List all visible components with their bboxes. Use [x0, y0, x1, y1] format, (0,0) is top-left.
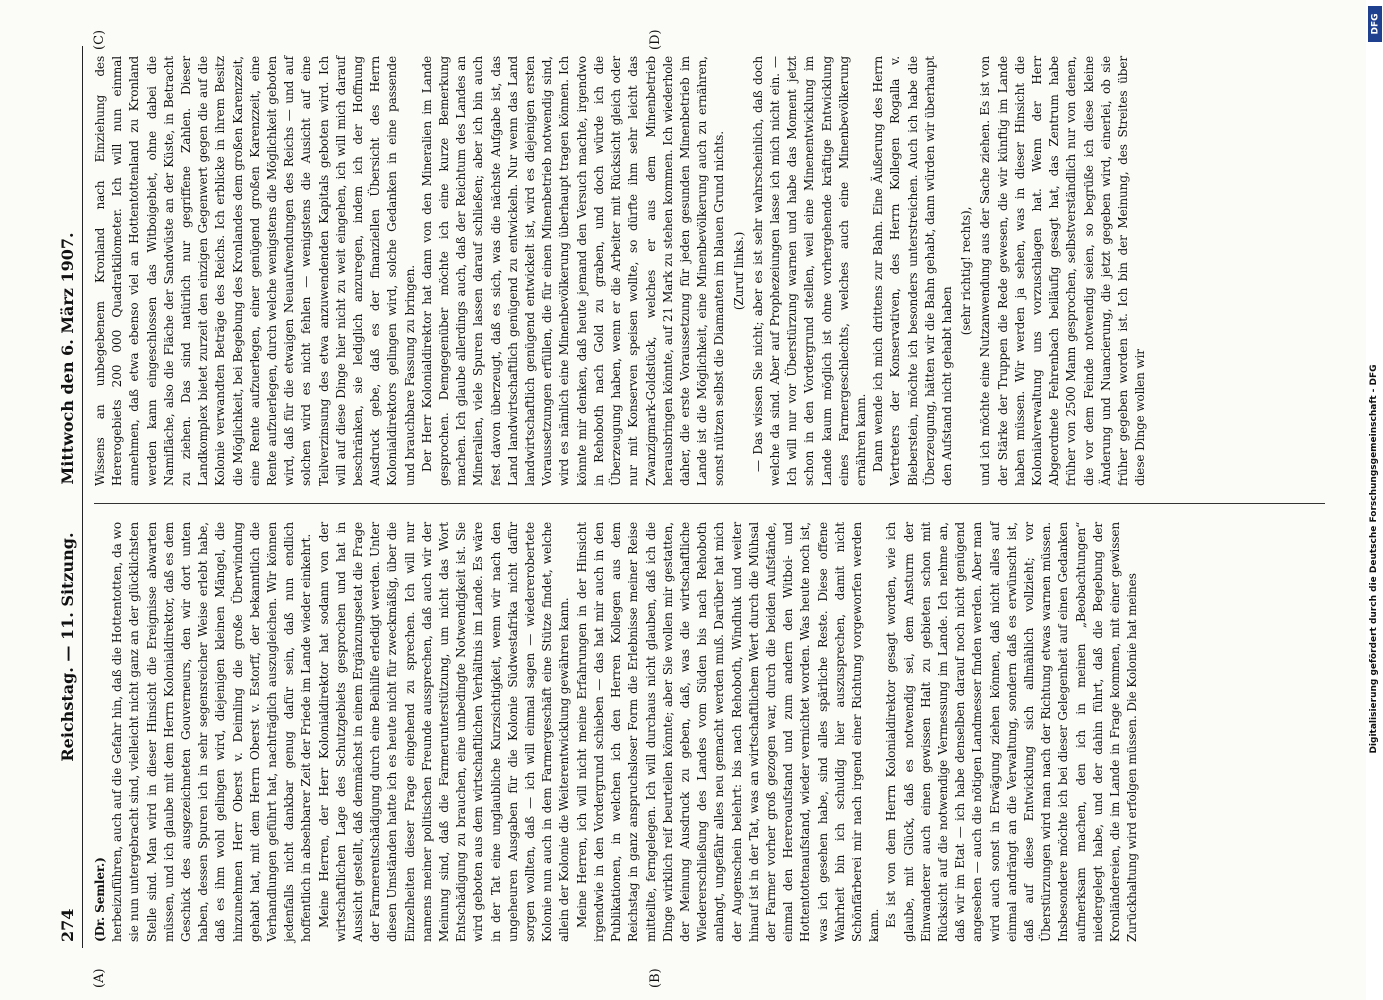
dfg-logo-text: DFG — [1370, 13, 1381, 35]
right-paragraph-5: und ich möchte eine Nutzanwendung aus der Sache ziehen. Es ist von der Stärke der Truppen die Rede gewesen, die wir künftig im Lande haben müssen. Wir werden ja sehen, was in dieser Hinsicht die Kolonialverwaltung uns vorzuschlagen hat. Wenn der Herr Abgeordnete Fehrenbach beiläufig gesagt hat, das Zentrum habe früher von 2500 Mann gesprochen, selbstverständlich nur von denen, die vor dem Feinde notwendig seien, so begrüße ich diese kleine Änderung und Nuancierung, die jetzt gegeben wird, einerlei, ob sie früher gegeben worden ist. Ich bin der Meinung, des Streites über diese Dinge wollen wir — [978, 56, 1148, 486]
margin-marker-c: (C) — [92, 29, 107, 50]
left-paragraph-4: Es ist von dem Herrn Kolonialdirektor gesagt worden, wie ich glaube, mit Glück, daß es notwendig sei, dem Ansturm der Einwanderer auch einen gewissen Halt zu gebieten schon mit Rücksicht auf die notwendige Vermessung im Lande. Ich nehme an, daß wir im Etat — ich habe denselben darauf noch nicht genügend angesehen — auch die nötigen Landmesser finden werden. Aber man wird auch sonst in Erwägung ziehen können, daß nicht alles auf einmal andrängt an die Verwaltung, sondern daß es erwünscht ist, daß auf diese Entwicklung sich allmählich vollzieht; vor Überstürzungen wird man nach der Richtung etwas warnen müssen. Insbesondere möchte ich bei dieser Gelegenheit auf einen Gedanken aufmerksam machen, den ich in meinen „Beobachtungen“ niedergelegt habe, und der dahin führt, daß die Begebung der Kronländereien, die im Lande in Frage kommen, mit einer gewissen Zurückhaltung wird erfolgen müssen. Die Kolonie hat meines — [884, 522, 1140, 942]
funding-credit-text: Digitalisierung gefördert durch die Deutsche Forschungsgemeinschaft - DFG — [1369, 364, 1379, 754]
dfg-logo — [1368, 6, 1382, 42]
right-paragraph-1: Wissens an unbegebenem Kronland nach Einziehung des Hererogebiets 200 000 Quadratkilometer. Ich will nun einmal annehmen, daß etwa ebenso viel an Hottentottenland zu Kronland werden kann eingeschlossen das Witboigebiet, ohne dabei die Namifläche, also die Fläche der Sandwüste an der Küste, in Betracht zu ziehen. Das sind natürlich nur gegriffene Zahlen. Dieser Landkomplex bietet zurzeit den einzigen Gegenwert gegen die auf die Kolonie verwandten Beträge des Reichs. Ich erblicke in ihrem Besitz die Möglichkeit, bei Begebung des Kronlandes dem großen Karenzzeit, eine Rente aufzuerlegen, einer genügend großen Karenzzeit, eine Rente aufzuerlegen, durch welche wenigstens die Möglichkeit geboten wird, daß für die etwaigen Neuaufwendungen des Reichs — und auf solchen wird es nicht fehlen — wenigstens die Ausicht auf eine Teilverzinsung des etwa anzuwendenden Kapitals geboten wird. Ich will auf diese Dinge hier nicht zu weit eingehen, ich will mich darauf beschränken, sie lediglich anzuregen, indem ich der Hoffnung Ausdruck gebe, daß es der finanziellen Übersicht des Herrn Kolonialdirektors gelingen wird, solche Gedanken in eine passende und brauchbare Fassung zu bringen. — [93, 56, 417, 486]
header-left-title: Reichstag. — 11. Sitzung. — [58, 532, 77, 762]
right-paragraph-2: Der Herr Kolonialdirektor hat dann von den Mineralien im Lande gesprochen. Demgegenüber möchte ich eine kurze Bemerkung machen. Ich glaube allerdings auch, daß der Reichtum des Landes an Mineralien, viele Spuren lassen darauf schließen; aber ich bin auch fest davon überzeugt, daß es sich, was die nächste Aufgabe ist, das Land landwirtschaftlich genügend zu entwickeln. Nur wenn das Land landwirtschaftlich genügend entwickelt ist, wird es diejenigen ersten Voraussetzungen erfüllen, die für einen Minenbetrieb notwendig sind, wird es nämlich eine Minenbevölkerung überhaupt tragen können. Ich könnte mir denken, daß heute jemand den Versuch machte, irgendwo in Rehoboth nach Gold zu graben, und doch würde ich die Überzeugung haben, wenn er die Arbeiter mit Rücksicht gleich oder nur mit Konserven speisen wollte, so dürfte ihm sehr leicht das Zwanzigmark-Goldstück, welches er aus dem Minenbetrieb herausbringen könnte, auf 21 Mark zu stehen kommen. Ich wiederhole daher, die erste Voraussetzung für jeden gesunden Minenbetrieb im Lande ist die Möglichkeit, eine Minenbevölkerung auch zu ernähren, sonst nützen selbst die Diamanten im blauen Grund nichts. — [419, 56, 727, 486]
margin-marker-a: (A) — [92, 968, 107, 988]
running-header — [58, 46, 83, 948]
interjection-zuruf: (Zuruf links.) — [731, 231, 746, 311]
right-paragraph-4: Dann wende ich mich drittens zur Bahn. Eine Äußerung des Herrn Vertreters der Konservativen, des Herrn Kollegen Rogalla v. Bieberstein, möchte ich besonders unterstreichen. Auch ich habe die Überzeugung, hätten wir die Bahn gehabt, dann würden wir überhaupt den Aufstand nicht gehabt haben — [871, 56, 954, 486]
margin-marker-d: (D) — [648, 29, 663, 50]
left-column — [92, 522, 1343, 942]
right-paragraph-3: — Das wissen Sie nicht; aber es ist sehr wahrscheinlich, daß doch welche da sind. Aber auf Prophezeiungen lasse ich mich nicht ein. — Ich will nur vor Überstürzung warnen und habe das Moment jetzt schon in den Vordergrund stellen, weil eine Minenentwicklung im Lande kaum möglich ist ohne vorhergehende kräftige Entwicklung eines Farmergeschlechts, welches auch eine Minenbevölkerung ernähren kann. — [750, 56, 868, 486]
right-column — [92, 56, 1343, 486]
column-divider — [94, 503, 1325, 504]
header-titles — [58, 46, 77, 948]
left-paragraph-2: Meine Herren, der Herr Kolonialdirektor hat sodann von der wirtschaftlichen Lage des Schutzgebiets gesprochen und hat in Aussicht gestellt, daß demnächst in einem Ergänzungsetat die Frage der Farmerentschädigung durch eine Beihilfe erledigt werden. Unter diesen Umständen hatte ich es heute nicht für zweckmäßig, über die Einzelheiten dieser Frage eingehend zu sprechen. Ich will nur namens meiner politischen Freunde aussprechen, daß auch wir der Meinung sind, daß die Farmerunterstützung, um nicht das Wort Entschädigung zu brauchen, eine unbedingte Notwendigkeit ist. Sie wird geboten aus dem wirtschaftlichen Verhältnis im Lande. Es wäre in der Tat eine unglaubliche Kurzsichtigkeit, wenn wir nach den ungeheuren Ausgaben für die Kolonie Südwestafrika nicht dafür sorgen wollten, daß — ich will einmal sagen — wiedererobertete Kolonie nun auch in dem Farmergeschäft eine Stütze findet, welche allein der Kolonie die Weiterentwicklung gewähren kann. — [316, 522, 572, 942]
page-number: 274 — [58, 908, 77, 942]
left-paragraph-3: Meine Herren, ich will nicht meine Erfahrungen in der Hinsicht irgendwie in den Vordergrund schieben — das hat mir auch in den Publikationen, in welchen ich den Herren Kollegen aus dem Reichstag in ganz anspruchsloser Form die Erlebnisse meiner Reise mitteilte, ferngelegen. Ich will durchaus nicht glauben, daß ich die Dinge wirklich reif beurteilen könnte; aber Sie wollen mir gestatten, der Meinung Ausdruck zu geben, daß, was die wirtschaftliche Wiedererschließung des Landes vom Süden bis nach Rehoboth anlangt, ungefähr alles neu gemacht werden muß. Darüber hat mich der Augenschein belehrt: bis nach Rehoboth, Windhuk und weiter hinauf ist in der Tat, was an wirtschaftlichem Wert durch die Mühsal der Farmer vorher groß gezogen war, durch die beiden Aufstände, einmal den Hereroaufstand und zum andern den Witboi- und Hottentottenaufstand, wieder vernichtet worden. Was heute noch ist, was ich gesehen habe, sind alles spärliche Reste. Diese offene Wahrheit bin ich schuldig hier auszusprechen, damit nicht Schönfärberei mir nach irgend einer Richtung vorgeworfen werden kann. — [574, 522, 882, 942]
speaker-name: (Dr. Semler.) — [93, 857, 107, 942]
margin-marker-b: (B) — [648, 968, 663, 988]
interjection-sehr-richtig: (sehr richtig! rechts), — [959, 206, 974, 336]
left-paragraph-1: herbeizuführen, auch auf die Gefahr hin, daß die Hottentotten, da wo sie nun untergebracht sind, vielleicht nicht ganz an der glücklichsten Stelle sind. Man wird in dieser Hinsicht die Ereignisse abwarten müssen, und ich glaube mit dem Herrn Kolonialdirektor, daß es dem Geschick des ausgezeichneten Gouverneurs, den wir dort unten haben, dessen Spuren ich in sehr segensreicher Weise erlebt habe, daß es ihm wohl gelingen wird, diejenigen kleinen Mängel, die hinzunehmen Herr Oberst v. Deimling die große Überwindung gehabt hat, mit dem Herrn Oberst v. Estorff, der bekanntlich die Verhandlungen geführt hat, nachträglich auszugleichen. Wir können jedenfalls nicht dankbar genug dafür sein, daß nun endlich hoffentlich in absehbarer Zeit der Friede im Lande wieder einkehrt. — [110, 522, 314, 942]
speaker-tag — [92, 522, 109, 942]
header-right-title: Mittwoch den 6. März 1907. — [58, 232, 77, 485]
